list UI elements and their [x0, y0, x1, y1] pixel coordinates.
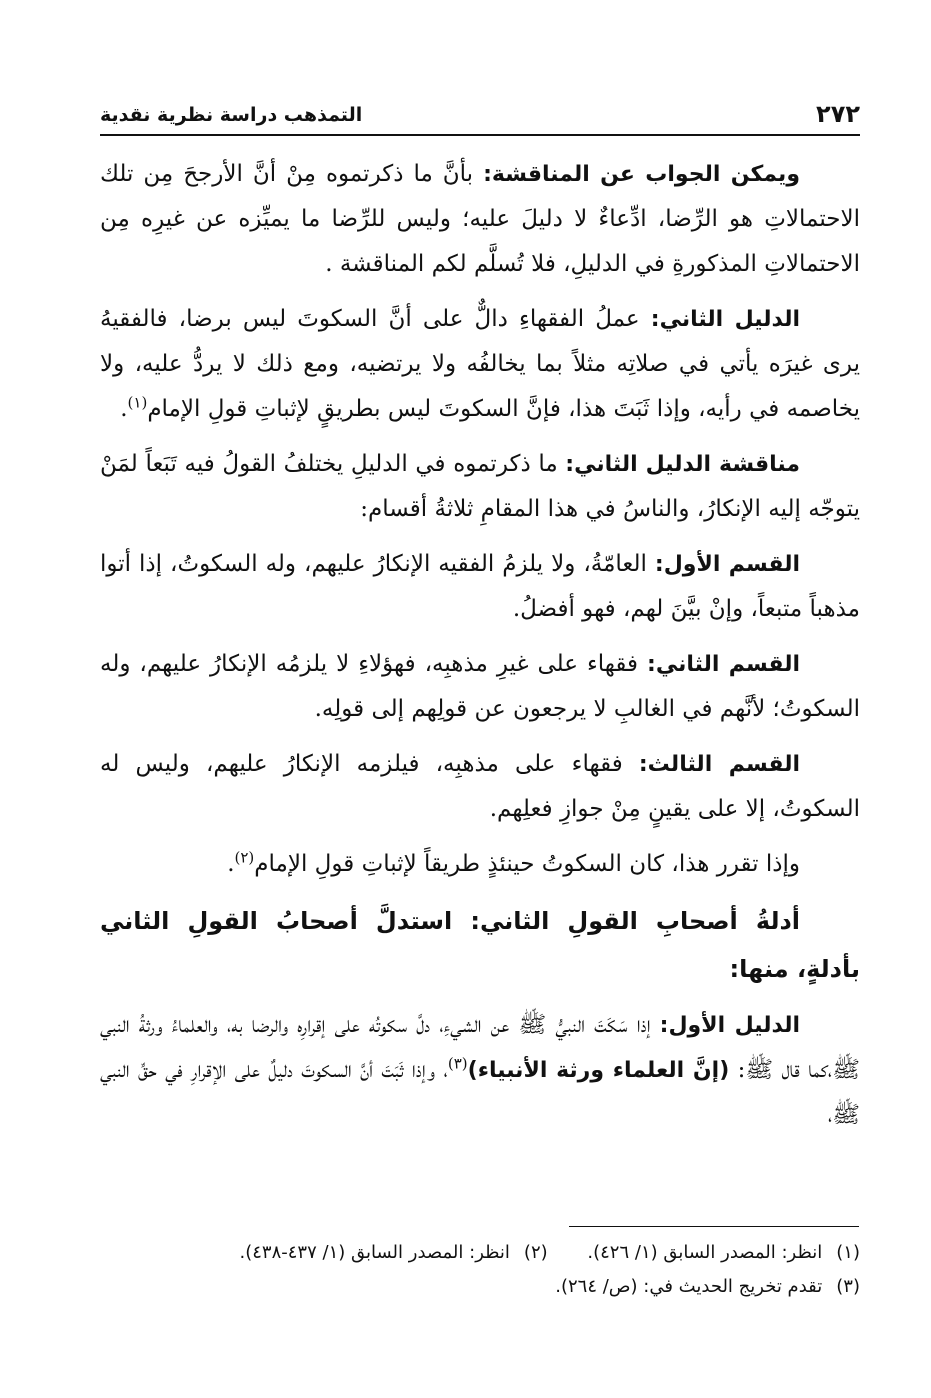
paragraph-lead: الدليل الثاني:	[650, 307, 800, 332]
footnotes	[100, 1236, 860, 1304]
paragraph-text: إذا سَكَتَ النبيُّ ﷺ عن الشيءِ، دلَّ سكوتُه على إقرارِه والرضا به، والعلماءُ ورثةُ النبي ﷺ،كما قال ﷺ:	[100, 1012, 860, 1083]
footnote-number: (٣)	[836, 1276, 860, 1297]
page-header	[100, 98, 860, 136]
paragraph-text: بأنَّ ما ذكرتموه مِنْ أنَّ الأرجحَ مِن تلك الاحتمالاتِ هو الرِّضا، ادِّعاءٌ لا دليلَ عليه؛ وليس للرِّضا ما يميِّزه عن غيرِه مِن الاحتمالاتِ المذكورةِ في الدليلِ، فلا تُسلَّم لكم المناقشة .	[100, 161, 860, 277]
footnote-1	[587, 1236, 860, 1270]
paragraph-first-section	[100, 542, 860, 632]
footnote-number: (٢)	[523, 1242, 548, 1263]
footnote-3	[555, 1270, 860, 1304]
paragraph-text: وإذا تقرر هذا، كان السكوتُ حينئذٍ طريقاً لإثباتِ قولِ الإمام	[254, 851, 800, 877]
main-text	[100, 152, 860, 1148]
page-number: ٢٧٢	[816, 100, 860, 128]
footnote-ref-2[interactable]: (٢)	[234, 848, 255, 867]
paragraph-text: العامّةُ، ولا يلزمُ الفقيه الإنكارُ عليهم، وله السكوتُ، إذا أتوا مذهباً متبعاً، وإنْ بيَّنَ لهم، فهو أفضلُ.	[100, 551, 860, 622]
paragraph-third-section	[100, 742, 860, 832]
footnote-number: (١)	[836, 1242, 860, 1263]
paragraph-conclusion	[100, 842, 860, 887]
running-title: التمذهب دراسة نظرية نقدية	[100, 104, 363, 126]
paragraph-lead: القسم الثاني:	[647, 652, 801, 677]
paragraph-lead: القسم الثالث:	[638, 752, 800, 777]
paragraph-tail: .	[227, 851, 235, 877]
footnote-text: تقدم تخريج الحديث في: (ص/ ٢٦٤).	[555, 1276, 823, 1297]
footnote-ref-1[interactable]: (١)	[127, 393, 148, 412]
paragraph-second-evidence	[100, 297, 860, 432]
footnote-ref-3[interactable]: (٣)	[447, 1054, 468, 1073]
paragraph-tail: .	[120, 396, 128, 422]
paragraph-lead: ويمكن الجواب عن المناقشة:	[483, 162, 800, 187]
section-heading-second-opinion-evidence	[100, 897, 860, 993]
paragraph-lead: الدليل الأول:	[659, 1013, 800, 1038]
footnote-2	[240, 1236, 548, 1270]
hadith-quote: (إنَّ العلماء ورثة الأنبياء)	[467, 1058, 730, 1083]
paragraph-text: عملُ الفقهاءِ دالٌّ على أنَّ السكوتَ ليس برضا، فالفقيهُ يرى غيرَه يأتي في صلاتِه مثلاً بما يخالفُه ولا يرتضيه، ومع ذلك لا يردُّ عليه، ولا يخاصمه في رأيه، وإذا ثَبَتَ هذا، فإنَّ السكوتَ ليس بطريقٍ لإثباتِ قولِ الإمام	[100, 306, 860, 422]
paragraph-lead: القسم الأول:	[654, 552, 800, 577]
footnote-row	[100, 1236, 860, 1270]
paragraph-lead: مناقشة الدليل الثاني:	[565, 452, 801, 477]
paragraph-second-section	[100, 642, 860, 732]
footnote-text: انظر: المصدر السابق (١/ ٤٢٦).	[587, 1242, 823, 1263]
section-heading-text: أدلةُ أصحابِ القولِ الثاني: استدلَّ أصحابُ القولِ الثاني بأدلةٍ، منها:	[100, 907, 860, 983]
footnote-text: انظر: المصدر السابق (١/ ٤٣٧-٤٣٨).	[239, 1242, 510, 1263]
paragraph-text: ما ذكرتموه في الدليلِ يختلفُ القولُ فيه تَبَعاً لمَنْ يتوجّه إليه الإنكارُ، والناسُ في هذا المقامِ ثلاثةُ أقسام:	[100, 451, 860, 522]
paragraph-tail: ، وإذا ثَبَتَ أنَّ السكوتَ دليلٌ على الإقرارِ في حقِّ النبي ﷺ،	[100, 1057, 860, 1128]
paragraph-first-evidence	[100, 1003, 860, 1138]
paragraph-second-evidence-discussion	[100, 442, 860, 532]
footnote-separator	[569, 1226, 859, 1227]
footnote-row	[100, 1270, 860, 1304]
paragraph-text: فقهاء على غيرِ مذهبِه، فهؤلاءِ لا يلزمُه الإنكارُ عليهم، وله السكوتُ؛ لأنَّهم في الغالبِ لا يرجعون عن قولِهم إلى قولِه.	[100, 651, 860, 722]
paragraph-text: فقهاء على مذهبِه، فيلزمه الإنكارُ عليهم، وليس له السكوتُ، إلا على يقينٍ مِنْ جوازِ فعلِهم.	[100, 751, 860, 822]
paragraph-answer-to-objection	[100, 152, 860, 287]
